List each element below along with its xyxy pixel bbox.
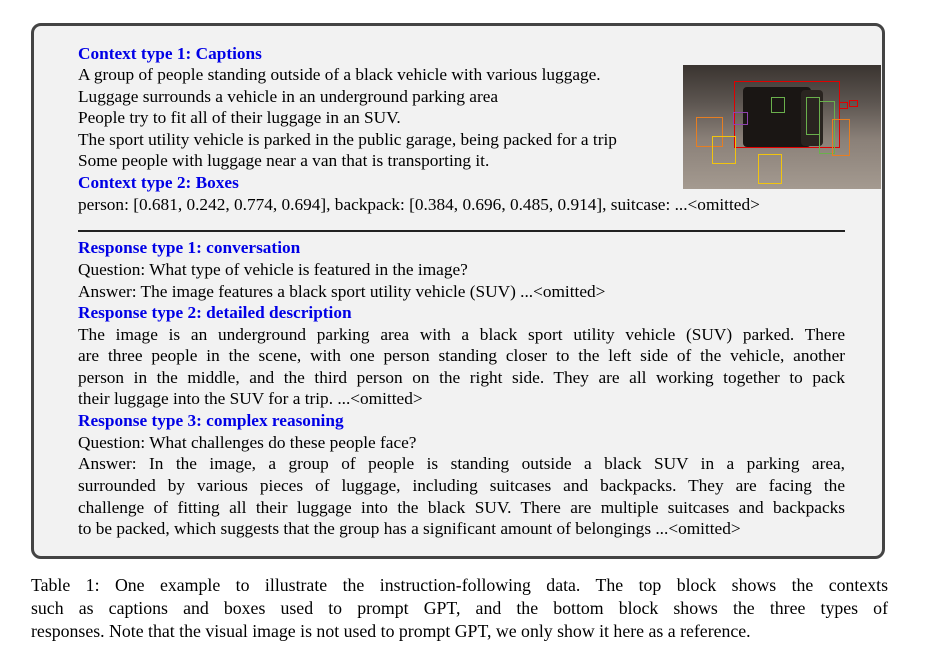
response-3-line: to be packed, which suggests that the group has a significant amount of belongings ...<omitted>: [78, 519, 741, 538]
response-3-line: challenge of fitting all their luggage into the black SUV. There are multiple suitcases and backpacks: [78, 498, 845, 517]
caption-line: Some people with luggage near a van that is transporting it.: [78, 151, 490, 170]
table-caption-line: responses. Note that the visual image is not used to prompt GPT, we only show it here as a reference.: [31, 621, 751, 641]
caption-line: Luggage surrounds a vehicle in an underground parking area: [78, 87, 499, 106]
caption-line: People try to fit all of their luggage in an SUV.: [78, 108, 401, 127]
response-1-answer: Answer: The image features a black sport utility vehicle (SUV) ...<omitted>: [78, 282, 606, 301]
response-1-heading: Response type 1: conversation: [78, 238, 301, 257]
table-caption-line: such as captions and boxes used to prompt GPT, and the bottom block shows the three types of: [31, 598, 888, 618]
caption-line: The sport utility vehicle is parked in the public garage, being packed for a trip: [78, 130, 617, 149]
response-2-heading: Response type 2: detailed description: [78, 303, 352, 322]
captions-heading: Context type 1: Captions: [78, 44, 262, 63]
table-caption-line: Table 1: One example to illustrate the instruction-following data. The top block shows the contexts: [31, 575, 888, 595]
boxes-line: person: [0.681, 0.242, 0.774, 0.694], backpack: [0.384, 0.696, 0.485, 0.914], suitcase: ...<omitted>: [78, 195, 760, 214]
response-2-line: person in the middle, and the third person on the right side. They are all working together to pack: [78, 368, 845, 387]
section-divider: [78, 230, 845, 232]
response-3-line: surrounded by various pieces of luggage, including suitcases and backpacks. They are facing the: [78, 476, 845, 495]
response-2-line: their luggage into the SUV for a trip. ...<omitted>: [78, 389, 423, 408]
response-2-line: The image is an underground parking area with a black sport utility vehicle (SUV) parked. There: [78, 325, 845, 344]
boxes-heading: Context type 2: Boxes: [78, 173, 239, 192]
parking-garage-image: [683, 65, 881, 189]
caption-line: A group of people standing outside of a black vehicle with various luggage.: [78, 65, 601, 84]
response-2-line: are three people in the scene, with one person standing closer to the left side of the vehicle, another: [78, 346, 845, 365]
response-3-line: Answer: In the image, a group of people is standing outside a black SUV in a parking area,: [78, 454, 845, 473]
response-3-heading: Response type 3: complex reasoning: [78, 411, 344, 430]
response-1-question: Question: What type of vehicle is featured in the image?: [78, 260, 468, 279]
response-3-question: Question: What challenges do these people face?: [78, 433, 417, 452]
